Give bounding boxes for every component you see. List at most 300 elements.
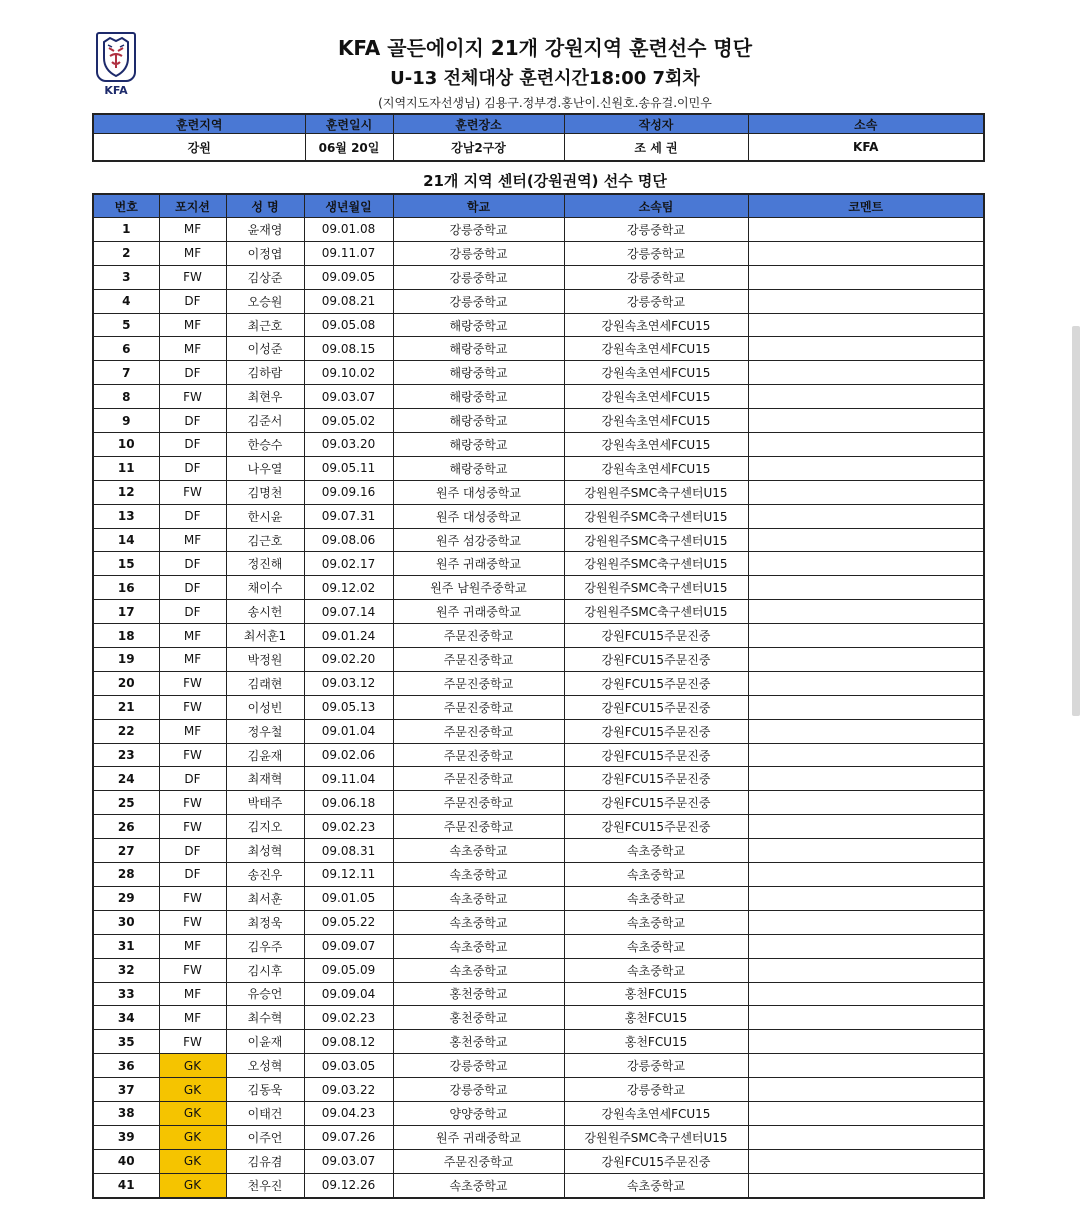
table-row <box>93 719 984 743</box>
table-row <box>93 265 984 289</box>
cell-number: 3 <box>93 265 159 289</box>
cell-team: 강원속초연세FCU15 <box>564 1101 748 1125</box>
cell-position: FW <box>159 695 226 719</box>
cell-position: FW <box>159 480 226 504</box>
cell-number: 21 <box>93 695 159 719</box>
cell-team: 강원FCU15주문진중 <box>564 671 748 695</box>
cell-comment <box>748 958 984 982</box>
cell-number: 8 <box>93 385 159 409</box>
cell-position: DF <box>159 767 226 791</box>
cell-comment <box>748 815 984 839</box>
info-header-affiliation: 소속 <box>748 114 984 134</box>
cell-school: 원주 귀래중학교 <box>393 600 564 624</box>
cell-number: 37 <box>93 1078 159 1102</box>
cell-birthdate: 09.05.02 <box>304 409 393 433</box>
cell-position: MF <box>159 313 226 337</box>
cell-number: 41 <box>93 1173 159 1197</box>
cell-school: 원주 남원주중학교 <box>393 576 564 600</box>
cell-school: 홍천중학교 <box>393 1030 564 1054</box>
cell-name: 이정엽 <box>226 241 304 265</box>
cell-name: 최재혁 <box>226 767 304 791</box>
cell-name: 최성혁 <box>226 839 304 863</box>
cell-number: 34 <box>93 1006 159 1030</box>
cell-birthdate: 09.05.22 <box>304 910 393 934</box>
cell-comment <box>748 791 984 815</box>
page-title: KFA 골든에이지 21개 강원지역 훈련선수 명단 <box>337 36 753 60</box>
table-row <box>93 958 984 982</box>
table-row <box>93 743 984 767</box>
cell-team: 홍천FCU15 <box>564 1030 748 1054</box>
cell-number: 26 <box>93 815 159 839</box>
cell-team: 속초중학교 <box>564 839 748 863</box>
cell-comment <box>748 1125 984 1149</box>
scrollbar[interactable] <box>1072 326 1080 716</box>
cell-birthdate: 09.03.20 <box>304 433 393 457</box>
cell-number: 6 <box>93 337 159 361</box>
cell-comment <box>748 695 984 719</box>
cell-number: 38 <box>93 1101 159 1125</box>
cell-comment <box>748 313 984 337</box>
cell-number: 30 <box>93 910 159 934</box>
cell-position: GK <box>159 1173 226 1197</box>
cell-team: 속초중학교 <box>564 863 748 887</box>
cell-name: 정우철 <box>226 719 304 743</box>
cell-comment <box>748 576 984 600</box>
cell-birthdate: 09.02.20 <box>304 648 393 672</box>
cell-birthdate: 09.05.13 <box>304 695 393 719</box>
roster-table <box>92 193 985 1199</box>
col-header-team: 소속팀 <box>564 194 748 218</box>
table-row <box>93 1173 984 1197</box>
cell-number: 7 <box>93 361 159 385</box>
cell-team: 강릉중학교 <box>564 241 748 265</box>
cell-comment <box>748 1054 984 1078</box>
cell-comment <box>748 671 984 695</box>
cell-birthdate: 09.07.31 <box>304 504 393 528</box>
cell-number: 10 <box>93 433 159 457</box>
cell-comment <box>748 456 984 480</box>
cell-name: 최서훈1 <box>226 624 304 648</box>
cell-birthdate: 09.09.16 <box>304 480 393 504</box>
cell-school: 주문진중학교 <box>393 648 564 672</box>
cell-number: 33 <box>93 982 159 1006</box>
table-row <box>93 767 984 791</box>
cell-school: 해랑중학교 <box>393 313 564 337</box>
cell-birthdate: 09.08.06 <box>304 528 393 552</box>
cell-birthdate: 09.03.05 <box>304 1054 393 1078</box>
cell-position: FW <box>159 815 226 839</box>
table-row <box>93 886 984 910</box>
cell-name: 최정욱 <box>226 910 304 934</box>
table-row <box>93 361 984 385</box>
cell-comment <box>748 1149 984 1173</box>
cell-birthdate: 09.05.11 <box>304 456 393 480</box>
cell-number: 24 <box>93 767 159 791</box>
table-row <box>93 695 984 719</box>
info-affiliation: KFA <box>748 134 984 162</box>
cell-position: DF <box>159 433 226 457</box>
cell-school: 속초중학교 <box>393 910 564 934</box>
cell-position: MF <box>159 982 226 1006</box>
cell-comment <box>748 1173 984 1197</box>
col-header-school: 학교 <box>393 194 564 218</box>
cell-school: 해랑중학교 <box>393 456 564 480</box>
cell-team: 강릉중학교 <box>564 289 748 313</box>
cell-team: 강원FCU15주문진중 <box>564 767 748 791</box>
cell-school: 주문진중학교 <box>393 815 564 839</box>
cell-name: 윤재영 <box>226 218 304 242</box>
cell-school: 주문진중학교 <box>393 671 564 695</box>
cell-birthdate: 09.12.11 <box>304 863 393 887</box>
table-row <box>93 480 984 504</box>
cell-birthdate: 09.12.26 <box>304 1173 393 1197</box>
cell-position: MF <box>159 719 226 743</box>
cell-comment <box>748 528 984 552</box>
cell-team: 강원원주SMC축구센터U15 <box>564 600 748 624</box>
cell-position: MF <box>159 648 226 672</box>
cell-position: FW <box>159 1030 226 1054</box>
table-row <box>93 241 984 265</box>
cell-birthdate: 09.09.07 <box>304 934 393 958</box>
cell-school: 해랑중학교 <box>393 433 564 457</box>
cell-name: 김시후 <box>226 958 304 982</box>
cell-school: 양양중학교 <box>393 1101 564 1125</box>
cell-position: MF <box>159 528 226 552</box>
instructor-list: (지역지도자선생님) 김용구.정부경.홍난이.신원호.송유걸.이민우 <box>378 96 712 110</box>
cell-comment <box>748 433 984 457</box>
cell-position: MF <box>159 934 226 958</box>
cell-position: DF <box>159 504 226 528</box>
cell-birthdate: 09.02.17 <box>304 552 393 576</box>
table-row <box>93 337 984 361</box>
table-row <box>93 791 984 815</box>
cell-comment <box>748 767 984 791</box>
cell-birthdate: 09.08.21 <box>304 289 393 313</box>
cell-number: 35 <box>93 1030 159 1054</box>
cell-name: 김유겸 <box>226 1149 304 1173</box>
table-row <box>93 1078 984 1102</box>
col-header-number: 번호 <box>93 194 159 218</box>
cell-number: 27 <box>93 839 159 863</box>
cell-position: FW <box>159 791 226 815</box>
table-row <box>93 313 984 337</box>
cell-position: GK <box>159 1149 226 1173</box>
cell-team: 홍천FCU15 <box>564 982 748 1006</box>
cell-number: 11 <box>93 456 159 480</box>
cell-birthdate: 09.06.18 <box>304 791 393 815</box>
cell-position: FW <box>159 385 226 409</box>
cell-birthdate: 09.09.04 <box>304 982 393 1006</box>
cell-comment <box>748 241 984 265</box>
cell-school: 강릉중학교 <box>393 1054 564 1078</box>
cell-team: 강원FCU15주문진중 <box>564 648 748 672</box>
cell-number: 2 <box>93 241 159 265</box>
cell-name: 박태주 <box>226 791 304 815</box>
cell-name: 오성혁 <box>226 1054 304 1078</box>
cell-number: 12 <box>93 480 159 504</box>
cell-comment <box>748 863 984 887</box>
col-header-position: 포지션 <box>159 194 226 218</box>
cell-birthdate: 09.01.04 <box>304 719 393 743</box>
cell-school: 강릉중학교 <box>393 289 564 313</box>
cell-birthdate: 09.11.07 <box>304 241 393 265</box>
cell-position: GK <box>159 1101 226 1125</box>
table-row <box>93 433 984 457</box>
cell-name: 채이수 <box>226 576 304 600</box>
cell-number: 22 <box>93 719 159 743</box>
cell-school: 주문진중학교 <box>393 624 564 648</box>
cell-birthdate: 09.02.23 <box>304 815 393 839</box>
cell-team: 강원원주SMC축구센터U15 <box>564 480 748 504</box>
cell-number: 9 <box>93 409 159 433</box>
cell-team: 강원원주SMC축구센터U15 <box>564 1125 748 1149</box>
cell-position: FW <box>159 958 226 982</box>
cell-school: 속초중학교 <box>393 1173 564 1197</box>
logo-text: KFA <box>104 84 128 97</box>
cell-birthdate: 09.09.05 <box>304 265 393 289</box>
cell-name: 최서훈 <box>226 886 304 910</box>
cell-name: 김명천 <box>226 480 304 504</box>
cell-team: 속초중학교 <box>564 910 748 934</box>
cell-comment <box>748 218 984 242</box>
info-value-row <box>93 134 984 162</box>
info-header-date: 훈련일시 <box>305 114 393 134</box>
cell-name: 김윤재 <box>226 743 304 767</box>
cell-school: 주문진중학교 <box>393 695 564 719</box>
cell-birthdate: 09.01.05 <box>304 886 393 910</box>
cell-position: FW <box>159 743 226 767</box>
cell-number: 40 <box>93 1149 159 1173</box>
cell-name: 최현우 <box>226 385 304 409</box>
cell-team: 강원FCU15주문진중 <box>564 719 748 743</box>
cell-birthdate: 09.07.26 <box>304 1125 393 1149</box>
cell-school: 강릉중학교 <box>393 218 564 242</box>
cell-team: 강릉중학교 <box>564 1078 748 1102</box>
cell-birthdate: 09.05.08 <box>304 313 393 337</box>
cell-comment <box>748 934 984 958</box>
table-row <box>93 815 984 839</box>
cell-school: 원주 섬강중학교 <box>393 528 564 552</box>
cell-school: 속초중학교 <box>393 886 564 910</box>
cell-comment <box>748 1101 984 1125</box>
table-row <box>93 504 984 528</box>
cell-name: 김상준 <box>226 265 304 289</box>
cell-team: 강원속초연세FCU15 <box>564 361 748 385</box>
cell-position: FW <box>159 886 226 910</box>
info-author: 조 세 권 <box>564 134 748 162</box>
cell-team: 강원속초연세FCU15 <box>564 409 748 433</box>
cell-name: 김준서 <box>226 409 304 433</box>
cell-name: 김래현 <box>226 671 304 695</box>
cell-school: 해랑중학교 <box>393 337 564 361</box>
cell-comment <box>748 504 984 528</box>
table-row <box>93 982 984 1006</box>
training-info-table <box>92 113 985 162</box>
roster-title: 21개 지역 센터(강원권역) 선수 명단 <box>423 172 667 190</box>
cell-position: DF <box>159 289 226 313</box>
cell-position: GK <box>159 1078 226 1102</box>
cell-school: 해랑중학교 <box>393 385 564 409</box>
cell-team: 강원FCU15주문진중 <box>564 791 748 815</box>
table-row <box>93 934 984 958</box>
cell-name: 최근호 <box>226 313 304 337</box>
roster-header-row <box>93 194 984 218</box>
cell-school: 강릉중학교 <box>393 1078 564 1102</box>
cell-position: GK <box>159 1054 226 1078</box>
info-header-row <box>93 114 984 134</box>
cell-name: 박정원 <box>226 648 304 672</box>
table-row <box>93 385 984 409</box>
cell-school: 속초중학교 <box>393 863 564 887</box>
cell-school: 주문진중학교 <box>393 767 564 791</box>
table-row <box>93 456 984 480</box>
cell-school: 속초중학교 <box>393 958 564 982</box>
cell-position: FW <box>159 265 226 289</box>
cell-comment <box>748 719 984 743</box>
cell-team: 속초중학교 <box>564 934 748 958</box>
cell-name: 이윤재 <box>226 1030 304 1054</box>
cell-comment <box>748 886 984 910</box>
cell-birthdate: 09.08.12 <box>304 1030 393 1054</box>
cell-position: FW <box>159 910 226 934</box>
cell-team: 속초중학교 <box>564 958 748 982</box>
cell-birthdate: 09.01.24 <box>304 624 393 648</box>
cell-name: 유승언 <box>226 982 304 1006</box>
cell-team: 강원FCU15주문진중 <box>564 695 748 719</box>
cell-number: 39 <box>93 1125 159 1149</box>
cell-birthdate: 09.02.23 <box>304 1006 393 1030</box>
cell-comment <box>748 839 984 863</box>
cell-birthdate: 09.03.07 <box>304 385 393 409</box>
cell-school: 속초중학교 <box>393 839 564 863</box>
cell-comment <box>748 910 984 934</box>
cell-team: 강원속초연세FCU15 <box>564 337 748 361</box>
cell-team: 강원원주SMC축구센터U15 <box>564 504 748 528</box>
cell-number: 16 <box>93 576 159 600</box>
cell-team: 강원속초연세FCU15 <box>564 456 748 480</box>
cell-comment <box>748 624 984 648</box>
info-header-region: 훈련지역 <box>93 114 305 134</box>
cell-birthdate: 09.03.22 <box>304 1078 393 1102</box>
cell-comment <box>748 1030 984 1054</box>
cell-name: 김지오 <box>226 815 304 839</box>
info-header-author: 작성자 <box>564 114 748 134</box>
cell-school: 강릉중학교 <box>393 265 564 289</box>
cell-school: 주문진중학교 <box>393 743 564 767</box>
cell-school: 해랑중학교 <box>393 361 564 385</box>
cell-number: 5 <box>93 313 159 337</box>
cell-name: 정진해 <box>226 552 304 576</box>
cell-birthdate: 09.03.12 <box>304 671 393 695</box>
cell-number: 36 <box>93 1054 159 1078</box>
table-row <box>93 1030 984 1054</box>
table-row <box>93 1125 984 1149</box>
cell-team: 홍천FCU15 <box>564 1006 748 1030</box>
cell-name: 이성빈 <box>226 695 304 719</box>
cell-position: DF <box>159 839 226 863</box>
cell-comment <box>748 361 984 385</box>
cell-school: 원주 귀래중학교 <box>393 552 564 576</box>
cell-position: MF <box>159 241 226 265</box>
table-row <box>93 1054 984 1078</box>
cell-position: GK <box>159 1125 226 1149</box>
cell-team: 강원FCU15주문진중 <box>564 815 748 839</box>
cell-birthdate: 09.02.06 <box>304 743 393 767</box>
cell-team: 강원속초연세FCU15 <box>564 313 748 337</box>
cell-school: 강릉중학교 <box>393 241 564 265</box>
table-row <box>93 576 984 600</box>
cell-school: 해랑중학교 <box>393 409 564 433</box>
table-row <box>93 600 984 624</box>
cell-school: 홍천중학교 <box>393 1006 564 1030</box>
cell-name: 이태건 <box>226 1101 304 1125</box>
cell-school: 주문진중학교 <box>393 1149 564 1173</box>
table-row <box>93 409 984 433</box>
info-date: 06월 20일 <box>305 134 393 162</box>
cell-birthdate: 09.10.02 <box>304 361 393 385</box>
cell-name: 오승원 <box>226 289 304 313</box>
cell-birthdate: 09.05.09 <box>304 958 393 982</box>
cell-birthdate: 09.01.08 <box>304 218 393 242</box>
cell-team: 강원원주SMC축구센터U15 <box>564 576 748 600</box>
cell-position: DF <box>159 361 226 385</box>
cell-number: 15 <box>93 552 159 576</box>
cell-number: 28 <box>93 863 159 887</box>
cell-birthdate: 09.08.15 <box>304 337 393 361</box>
cell-position: MF <box>159 218 226 242</box>
cell-number: 4 <box>93 289 159 313</box>
cell-number: 29 <box>93 886 159 910</box>
cell-comment <box>748 600 984 624</box>
table-row <box>93 1006 984 1030</box>
cell-school: 홍천중학교 <box>393 982 564 1006</box>
cell-position: MF <box>159 337 226 361</box>
cell-number: 20 <box>93 671 159 695</box>
cell-school: 속초중학교 <box>393 934 564 958</box>
cell-number: 23 <box>93 743 159 767</box>
cell-comment <box>748 1006 984 1030</box>
info-venue: 강남2구장 <box>393 134 564 162</box>
cell-school: 주문진중학교 <box>393 791 564 815</box>
cell-number: 31 <box>93 934 159 958</box>
cell-name: 김우주 <box>226 934 304 958</box>
cell-birthdate: 09.04.23 <box>304 1101 393 1125</box>
cell-name: 한시윤 <box>226 504 304 528</box>
col-header-name: 성 명 <box>226 194 304 218</box>
cell-school: 주문진중학교 <box>393 719 564 743</box>
cell-team: 강원FCU15주문진중 <box>564 1149 748 1173</box>
cell-name: 김근호 <box>226 528 304 552</box>
cell-position: DF <box>159 409 226 433</box>
cell-name: 김동욱 <box>226 1078 304 1102</box>
cell-number: 19 <box>93 648 159 672</box>
cell-position: DF <box>159 863 226 887</box>
cell-comment <box>748 1078 984 1102</box>
cell-name: 송진우 <box>226 863 304 887</box>
table-row <box>93 1101 984 1125</box>
cell-team: 강원FCU15주문진중 <box>564 624 748 648</box>
cell-number: 1 <box>93 218 159 242</box>
col-header-comment: 코멘트 <box>748 194 984 218</box>
cell-name: 한승수 <box>226 433 304 457</box>
cell-school: 원주 대성중학교 <box>393 504 564 528</box>
table-row <box>93 528 984 552</box>
cell-team: 강원원주SMC축구센터U15 <box>564 528 748 552</box>
cell-birthdate: 09.07.14 <box>304 600 393 624</box>
cell-number: 17 <box>93 600 159 624</box>
cell-comment <box>748 552 984 576</box>
cell-comment <box>748 743 984 767</box>
